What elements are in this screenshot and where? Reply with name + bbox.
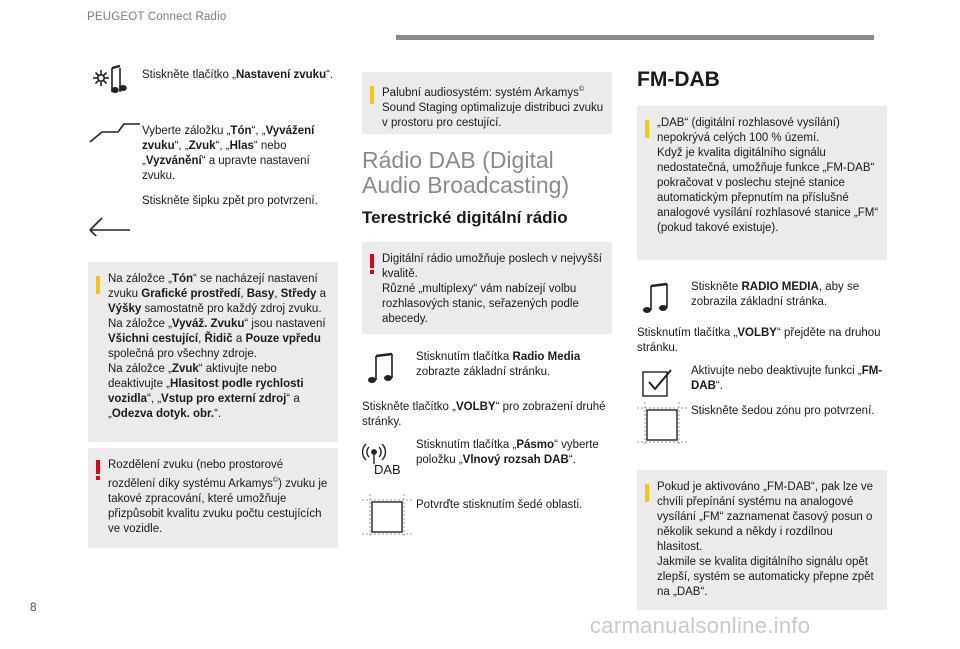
section-title: FM-DAB: [637, 68, 720, 91]
step-radio-media: [362, 350, 612, 388]
header-title: PEUGEOT Connect Radio: [87, 11, 227, 23]
grey-zone-icon: [637, 402, 689, 444]
step-confirm-back: [88, 194, 338, 256]
settings-sliders-icon: [88, 56, 140, 98]
column-3: [637, 68, 887, 610]
page-header: [87, 8, 960, 32]
info-box: [637, 470, 887, 610]
step-text: Stiskněte RADIO MEDIA, aby se zobrazila základní stránka.: [691, 281, 860, 308]
step-radio-media: [637, 280, 887, 316]
info-text: „DAB“ (digitální rozhlasové vysílání) nepokrývá celých 100 % území. Když je kvalita digitálního signálu nedostatečná, umožňuje funkce „FM-DAB“ pokračovat v poslechu stejné stanice automatickým přepnutím na příslušné analogové vysílání rozhlasové stanice „FM“ (pokud takové existuje).: [657, 117, 879, 234]
page-number: 8: [30, 600, 37, 614]
column-1: [88, 56, 338, 548]
step-grey-zone: [362, 494, 612, 544]
step-text: Stiskněte šedou zónu pro potvrzení.: [691, 405, 875, 417]
step-text: Vyberte záložku „Tón“, „Vyvážení zvuku“, „Zvuk“, „Hlas“ nebo „Vyzvánění“ a upravte nastavení zvuku.: [142, 125, 315, 182]
step-grey-zone: [637, 402, 887, 458]
info-text: Na záložce „Tón“ se nacházejí nastavení zvuku Grafické prostředí, Basy, Středy a Výšky samostatně pro každý zdroj zvuku. Na záložce „Vyváž. Zvuku“ jsou nastavení Všichni cestující, Řidič a Pouze vpředu společná pro všechny zdroje. Na záložce „Zvuk“ aktivujte nebo deaktivujte „Hlasitost podle rychlosti vozidla“, „Vstup pro externí zdroj“ a „Odezva dotyk. obr.“.: [108, 273, 326, 420]
info-text: Pokud je aktivováno „FM-DAB“, pak lze ve chvíli přepínání systému na analogové vysílání „FM“ zaznamenat časový posun o několik sekund a někdy i rozdílnou hlasitost. Jakmile se kvalita digitálního signálu opět zlepší, systém se automaticky přepne zpět na „DAB“.: [657, 481, 874, 598]
back-arrow-icon: [88, 194, 140, 236]
info-box: [88, 262, 338, 442]
music-note-icon: [637, 280, 689, 322]
warning-text: Rozdělení zvuku (nebo prostorové rozdělení díky systému Arkamys©) zvuku je takové zpracování, které umožňuje přizpůsobit kvalitu zvuku počtu cestujících ve vozidle.: [108, 459, 328, 535]
watermark: carmanualsonline.info: [590, 613, 811, 638]
plain-text: Stiskněte tlačítko „VOLBY“ pro zobrazení druhé stránky.: [362, 401, 606, 428]
plain-text: Stisknutím tlačítka „VOLBY“ přejděte na druhou stránku.: [637, 327, 881, 354]
warning-box: [88, 448, 338, 548]
step-text: Stisknutím tlačítka Radio Media zobrazte základní stránku.: [416, 351, 581, 378]
warning-box: [362, 242, 612, 334]
info-marker: [96, 276, 100, 294]
step-text: Stiskněte tlačítko „Nastavení zvuku“.: [142, 69, 334, 81]
step-band: [362, 438, 612, 484]
info-marker: [370, 86, 374, 104]
warning-marker: [96, 460, 100, 474]
dab-antenna-icon: [362, 438, 414, 480]
info-box: [362, 72, 612, 134]
header-bar: [396, 35, 874, 40]
music-note-icon: [362, 350, 414, 392]
checkbox-icon: [637, 364, 689, 406]
section-subtitle: Terestrické digitální rádio: [362, 208, 568, 227]
info-text: Palubní audiosystém: systém Arkamys© Sound Staging optimalizuje distribuci zvuku v prostoru pro cestující.: [382, 86, 604, 129]
step-select-tab: [88, 116, 338, 194]
info-marker: [645, 484, 649, 502]
column-2: [362, 72, 612, 544]
tab-folder-icon: [88, 116, 140, 158]
step-text: Aktivujte nebo deaktivujte funkci „FM-DAB“.: [691, 365, 883, 392]
step-sound-settings: [88, 56, 338, 116]
svg-text:DAB: DAB: [374, 462, 401, 477]
info-marker: [645, 120, 649, 138]
step-text: Stiskněte šipku zpět pro potvrzení.: [142, 195, 318, 207]
warning-text: Digitální rádio umožňuje poslech v nejvyšší kvalitě. Různé „multiplexy“ vám nabízejí volbu rozhlasových stanic, seřazených podle abecedy.: [382, 253, 602, 325]
warning-marker: [370, 254, 374, 268]
step-text: Stisknutím tlačítka „Pásmo“ vyberte položku „Vlnový rozsah DAB“.: [416, 439, 599, 466]
step-fm-dab: [637, 364, 887, 402]
section-title: Rádio DAB (Digital Audio Broadcasting): [362, 147, 570, 198]
grey-zone-icon: [362, 494, 414, 536]
step-text: Potvrďte stisknutím šedé oblasti.: [416, 499, 583, 511]
info-box: [637, 106, 887, 260]
